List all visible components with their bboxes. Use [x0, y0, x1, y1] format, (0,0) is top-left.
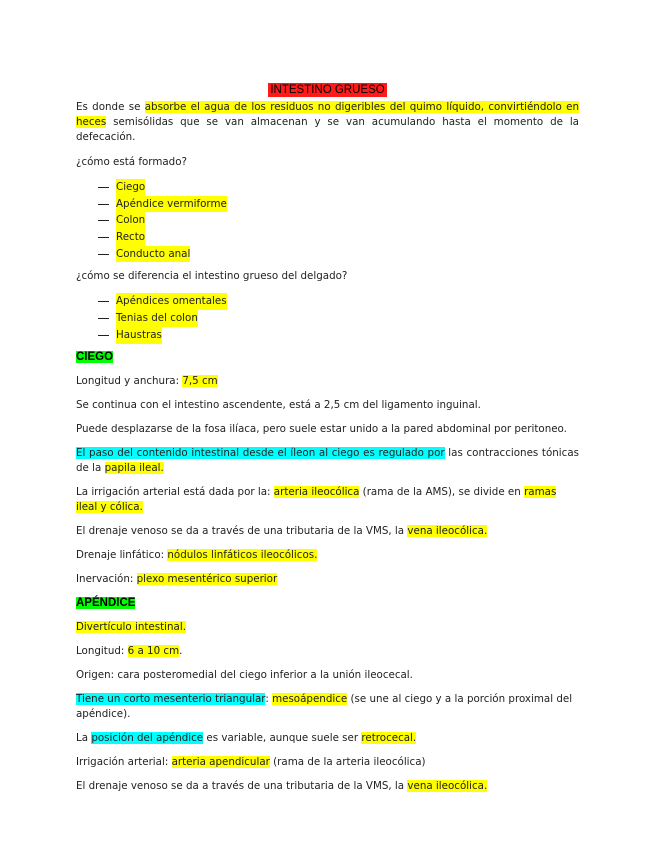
list-item: Apéndices omentales	[98, 293, 579, 310]
apendice-origin: Origen: cara posteromedial del ciego inferior a la unión ileocecal.	[76, 668, 413, 681]
differences-list	[76, 293, 579, 343]
ciego-lymph: Drenaje linfático: nódulos linfáticos ileocólicos.	[76, 548, 318, 561]
list-item: Ciego	[98, 179, 579, 196]
ciego-mobility: Puede desplazarse de la fosa ilíaca, pero suele estar unido a la pared abdominal por peritoneo.	[76, 422, 567, 435]
apendice-position: La posición del apéndice es variable, aunque suele ser retrocecal.	[76, 731, 417, 744]
dash-bullet-icon	[98, 237, 109, 238]
apendice-length: Longitud: 6 a 10 cm.	[76, 644, 183, 657]
title-row	[76, 0, 579, 100]
ciego-artery: La irrigación arterial está dada por la: arteria ileocólica (rama de la AMS), se divide en ramas ileal y cólica.	[76, 485, 557, 513]
dash-bullet-icon	[98, 187, 109, 188]
ciego-continuation: Se continua con el intestino ascendente, está a 2,5 cm del ligamento inguinal.	[76, 398, 481, 411]
apendice-meso: Tiene un corto mesenterio triangular: mesoápendice (se une al ciego y a la porción proximal del apéndice).	[76, 692, 573, 720]
question-difference: ¿cómo se diferencia el intestino grueso del delgado?	[76, 270, 348, 283]
intro-post: semisólidas que se van almacenan y se van acumulando hasta el momento de la defecación.	[76, 116, 579, 143]
dash-bullet-icon	[98, 301, 109, 302]
dash-bullet-icon	[98, 318, 109, 319]
dash-bullet-icon	[98, 254, 109, 255]
dash-bullet-icon	[98, 220, 109, 221]
question-formation: ¿cómo está formado?	[76, 156, 187, 168]
ciego-heading-row	[76, 349, 579, 365]
page-title: INTESTINO GRUESO	[270, 84, 385, 96]
ciego-vein: El drenaje venoso se da a través de una tributaria de la VMS, la vena ileocólica.	[76, 524, 488, 537]
list-item: Tenias del colon	[98, 310, 579, 327]
ciego-size: Longitud y anchura: 7,5 cm	[76, 374, 218, 387]
list-item: Apéndice vermiforme	[98, 196, 579, 213]
apendice-definition: Divertículo intestinal.	[76, 620, 186, 633]
ciego-passage: El paso del contenido intestinal desde el íleon al ciego es regulado por las contracciones tónicas de la papila ileal.	[76, 446, 579, 474]
dash-bullet-icon	[98, 335, 109, 336]
intro-paragraph	[76, 100, 579, 145]
dash-bullet-icon	[98, 204, 109, 205]
ciego-heading: CIEGO	[76, 350, 114, 363]
parts-list	[76, 179, 579, 262]
apendice-heading: APÉNDICE	[76, 596, 136, 609]
list-item: Recto	[98, 229, 579, 246]
intro-pre: Es donde se	[76, 101, 145, 113]
list-item: Colon	[98, 212, 579, 229]
ciego-nerve: Inervación: plexo mesentérico superior	[76, 572, 278, 585]
apendice-vein: El drenaje venoso se da a través de una tributaria de la VMS, la vena ileocólica.	[76, 779, 488, 792]
intro-highlight: absorbe el agua de los residuos no digeribles del quimo líquido, convirtiéndolo en heces	[76, 101, 579, 128]
apendice-heading-row	[76, 595, 579, 611]
list-item: Haustras	[98, 327, 579, 344]
list-item: Conducto anal	[98, 246, 579, 263]
apendice-irrigation: Irrigación arterial: arteria apendicular (rama de la arteria ileocólica)	[76, 755, 426, 768]
